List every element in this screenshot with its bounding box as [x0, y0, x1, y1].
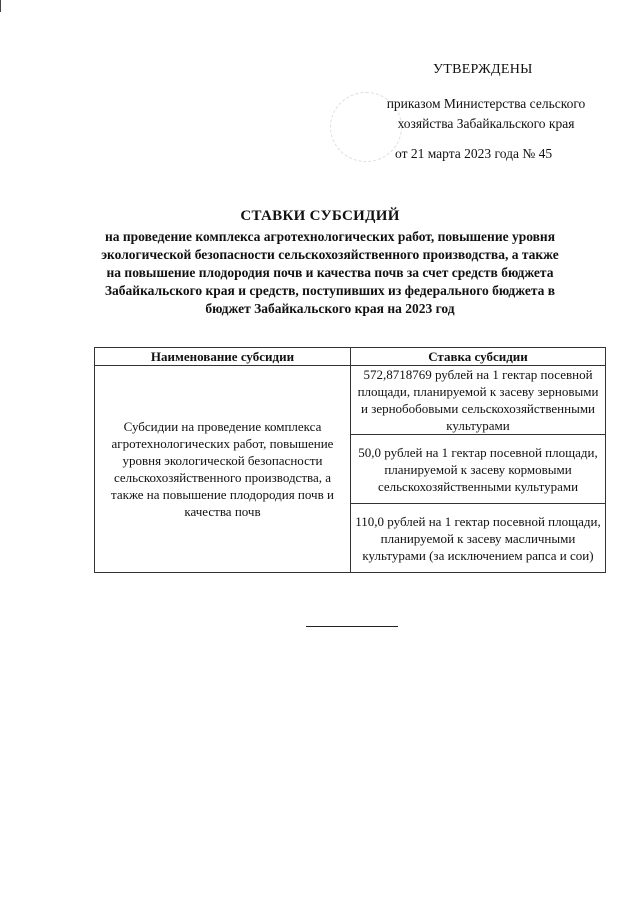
rate-cell-oilseed: 110,0 рублей на 1 гектар посевной площади, планируемой к засеву масличными культурами (за исключением рапса и сои): [351, 504, 606, 573]
rate-cell-forage: 50,0 рублей на 1 гектар посевной площади, планируемой к засеву кормовыми сельскохозяйственными культурами: [351, 435, 606, 504]
approval-order: приказом Министерства сельского хозяйства Забайкальского края: [386, 96, 586, 131]
rate-cell-grain: 572,8718769 рублей на 1 гектар посевной площади, планируемой к засеву зерновыми и зернобобовыми сельскохозяйственными культурами: [351, 366, 606, 435]
subsidy-rates-table: [94, 347, 606, 573]
subsidy-name-cell: Субсидии на проведение комплекса агротехнологических работ, повышение уровня экологической безопасности сельскохозяйственного производства, а также на повышение плодородия почв и качества почв: [95, 366, 351, 573]
approval-date: от 21 марта 2023 года № 45: [395, 146, 553, 161]
header-subsidy-rate: Ставка субсидии: [351, 348, 606, 366]
table-header-row: [95, 348, 606, 366]
table-row: [95, 366, 606, 435]
document-subtitle: на проведение комплекса агротехнологических работ, повышение уровня экологической безопасности сельскохозяйственного производства, а также на повышение плодородия почв и качества почв за счет средств бюджета Забайкальского края и средств, поступивших из федерального бюджета в бюджет Забайкальского края на 2023 год: [101, 229, 559, 316]
header-subsidy-name: Наименование субсидии: [95, 348, 351, 366]
document-title: СТАВКИ СУБСИДИЙ: [240, 208, 400, 224]
end-divider: [306, 626, 398, 627]
approval-title: УТВЕРЖДЕНЫ: [433, 62, 533, 77]
scan-edge-mark: [0, 0, 3, 12]
